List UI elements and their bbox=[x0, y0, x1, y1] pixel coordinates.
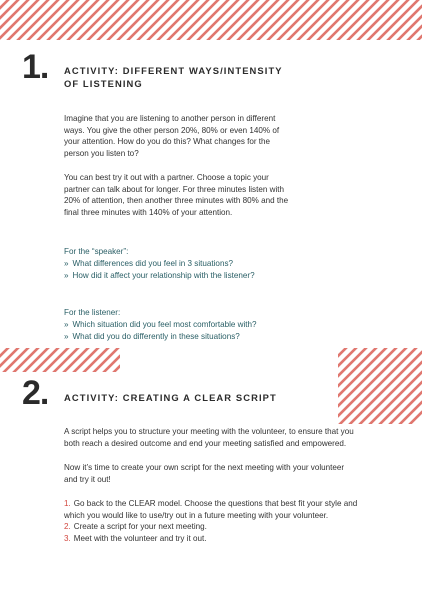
list-item: 1. Go back to the CLEAR model. Choose the questions that best fit your style and which you would like to use/try out in a future meeting with your volunteer. bbox=[64, 498, 384, 521]
speaker-label: For the “speaker”: bbox=[64, 247, 129, 256]
stripe bbox=[338, 348, 418, 424]
chevron-right-icon: » bbox=[64, 259, 69, 268]
chevron-right-icon: » bbox=[64, 320, 69, 329]
text-line: partner can talk about for longer. For three minutes listen with bbox=[64, 184, 284, 194]
section-2-number bbox=[22, 376, 48, 410]
section-1-heading-line-1: ACTIVITY: DIFFERENT WAYS/INTENSITY bbox=[64, 65, 283, 76]
decorative-stripes-top bbox=[0, 0, 422, 40]
text-line: 20% of attention, then another three minutes with 80% and the bbox=[64, 196, 289, 206]
chevron-right-icon: » bbox=[64, 271, 69, 280]
section-2-script-paragraph bbox=[64, 462, 384, 485]
section-1-heading-line-2: OF LISTENING bbox=[64, 78, 143, 89]
section-1-intro-paragraph bbox=[64, 113, 364, 159]
text-line: A script helps you to structure your meeting with the volunteer, to ensure that you bbox=[64, 427, 354, 436]
step-number: 3. bbox=[64, 533, 71, 543]
list-item: » How did it affect your relationship with the listener? bbox=[64, 271, 255, 280]
listener-label: For the listener: bbox=[64, 308, 121, 317]
text-line: You can best try it out with a partner. Choose a topic your bbox=[64, 173, 269, 182]
text-line: your attention. How do you do this? What changes for the bbox=[64, 137, 271, 147]
text-line: Imagine that you are listening to another person in different bbox=[64, 114, 276, 123]
section-2-number-digit: 2 bbox=[22, 374, 40, 412]
section-2-number-dot: . bbox=[39, 374, 49, 412]
list-item: 3. Meet with the volunteer and try it out. bbox=[64, 533, 207, 543]
section-2-steps-list bbox=[64, 498, 384, 544]
section-1-number bbox=[22, 50, 48, 84]
list-item: » What did you do differently in these situations? bbox=[64, 332, 240, 341]
text-line: and try it out! bbox=[64, 474, 111, 484]
text-line: both reach a desired outcome and end your meeting satisfied and empowered. bbox=[64, 438, 347, 448]
listener-question-list bbox=[64, 319, 257, 343]
decorative-stripes-divider-right bbox=[338, 348, 422, 424]
text-line: which you would like to use/try out in a future meeting with your volunteer. bbox=[64, 510, 329, 520]
section-1-number-digit: 1 bbox=[22, 48, 40, 86]
section-2-heading: ACTIVITY: CREATING A CLEAR SCRIPT bbox=[64, 392, 277, 403]
step-number: 1. bbox=[64, 499, 71, 508]
speaker-question-list bbox=[64, 258, 255, 282]
text-line: final three minutes with 140% of your attention. bbox=[64, 207, 233, 217]
step-number: 2. bbox=[64, 522, 71, 532]
list-item: » Which situation did you feel most comfortable with? bbox=[64, 320, 257, 329]
section-2-intro-paragraph bbox=[64, 426, 384, 449]
text-line: Now it’s time to create your own script for the next meeting with your volunteer bbox=[64, 463, 345, 472]
list-item: » What differences did you feel in 3 situations? bbox=[64, 259, 233, 268]
section-1-number-dot: . bbox=[39, 48, 49, 86]
chevron-right-icon: » bbox=[64, 332, 69, 341]
decorative-stripes-divider-left bbox=[0, 348, 120, 372]
text-line: ways. You give the other person 20%, 80% or even 140% of bbox=[64, 125, 280, 135]
list-item: 2. Create a script for your next meeting. bbox=[64, 522, 207, 532]
section-1-partner-paragraph bbox=[64, 172, 364, 218]
section-1-heading bbox=[64, 64, 324, 90]
text-line: person you listen to? bbox=[64, 148, 139, 158]
